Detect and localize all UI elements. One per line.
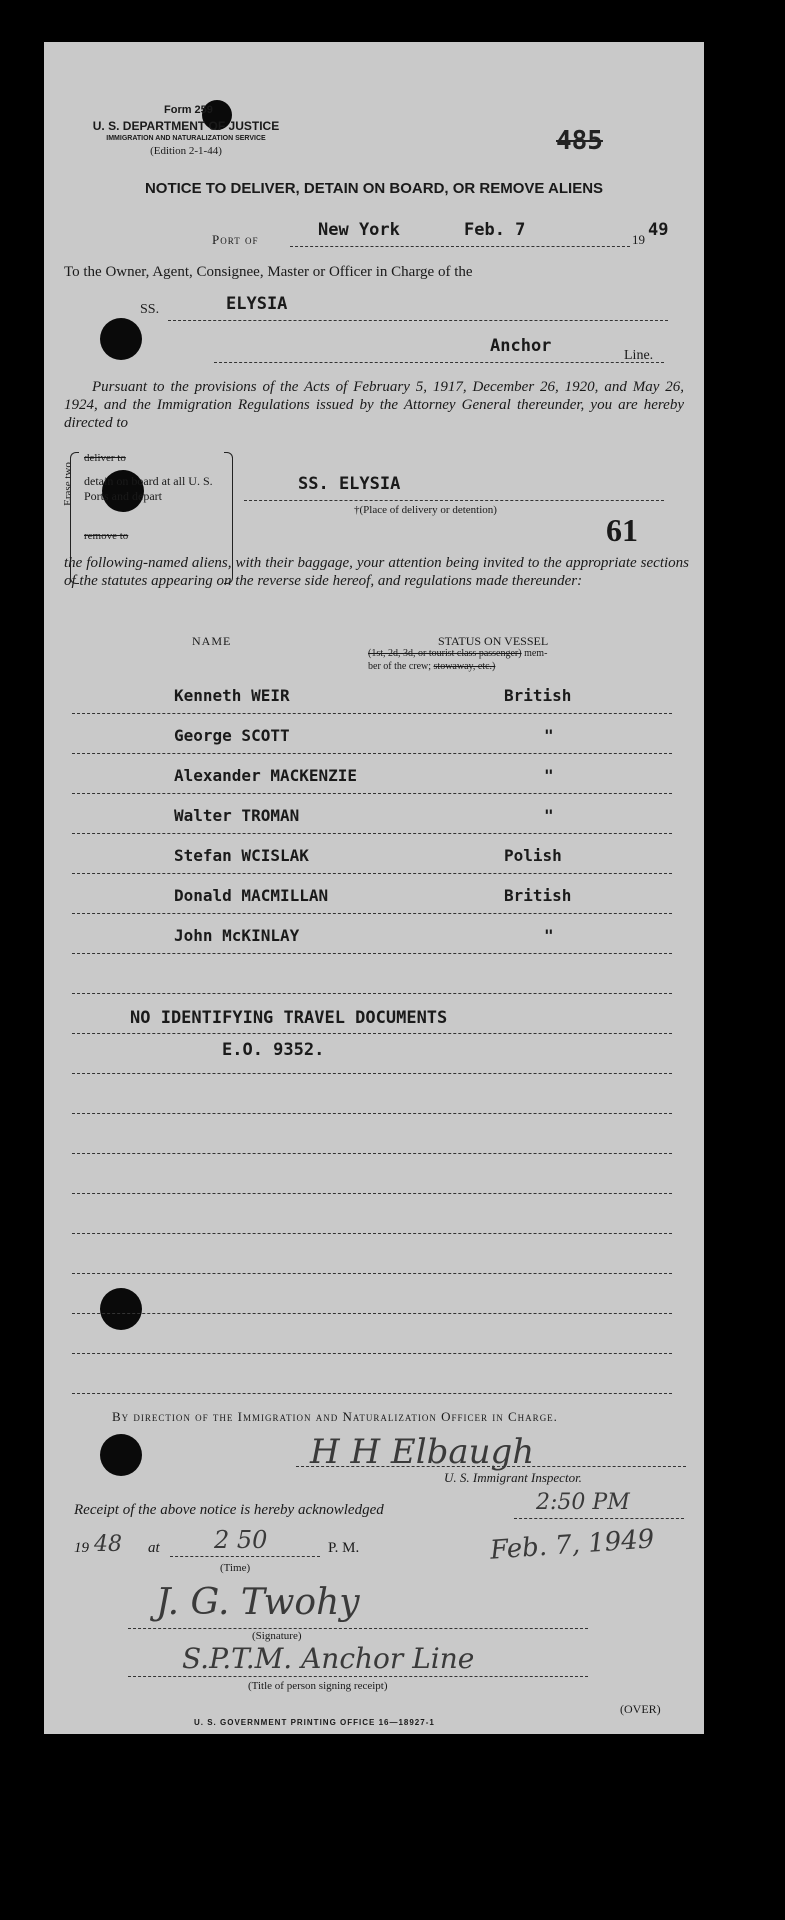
signature-caption: (Signature) (252, 1630, 302, 1642)
port-label: Port of (212, 232, 259, 247)
punch-hole (100, 318, 142, 360)
alien-name: Kenneth WEIR (174, 686, 290, 705)
status-header: STATUS ON VESSEL (438, 634, 549, 648)
alien-name: George SCOTT (174, 726, 290, 745)
alien-name: Stefan WCISLAK (174, 846, 309, 865)
receipt-hand-date: Feb. 7, 1949 (489, 1524, 656, 1566)
printer-line: U. S. GOVERNMENT PRINTING OFFICE 16—18927-1 (194, 1718, 435, 1727)
option-detain: detain on board at all U. S. Ports and depart (84, 474, 213, 503)
note-line-1: NO IDENTIFYING TRAVEL DOCUMENTS (130, 1008, 448, 1028)
name-header: NAME (192, 634, 232, 648)
line-value: Anchor (490, 336, 552, 356)
receipt-hand-time: 2:50 PM (536, 1490, 630, 1515)
over-label: (OVER) (620, 1702, 661, 1716)
ss-label: SS. (140, 302, 160, 317)
receipt-signature: J. G. Twohy (156, 1582, 360, 1623)
alien-status: " (544, 926, 554, 945)
edition: (Edition 2-1-44) (150, 145, 222, 157)
inspector-signature: H H Elbaugh (310, 1432, 535, 1472)
title-caption: (Title of person signing receipt) (248, 1680, 388, 1692)
alien-status: " (544, 766, 554, 785)
alien-status: " (544, 726, 554, 745)
direction-text: By direction of the Immigration and Naturalization Officer in Charge. (112, 1409, 558, 1424)
receipt-pm: P. M. (328, 1540, 360, 1556)
count-stamp: 61 (606, 512, 638, 548)
port-value: New York (318, 220, 400, 240)
receipt-time: 2 50 (214, 1526, 268, 1554)
form-title: NOTICE TO DELIVER, DETAIN ON BOARD, OR REMOVE ALIENS (144, 180, 604, 197)
place-caption: †(Place of delivery or detention) (354, 504, 497, 516)
receipt-at: at (148, 1540, 160, 1556)
receipt-year: 48 (94, 1532, 122, 1557)
time-caption: (Time) (220, 1562, 251, 1574)
receipt-text: Receipt of the above notice is hereby acknowledged (74, 1502, 384, 1518)
pursuant-paragraph: Pursuant to the provisions of the Acts of February 5, 1917, December 26, 1920, and May 26, 1924, and the Immigration Regulations issued by the Attorney General thereunder, you are hereby directed to (64, 379, 684, 431)
place-value: SS. ELYSIA (298, 474, 401, 494)
year-value: 49 (648, 220, 669, 240)
alien-status: Polish (504, 846, 562, 865)
punch-hole (100, 1434, 142, 1476)
status-sub-2: ber of the crew; stowaway, etc.) (368, 661, 496, 672)
alien-status: " (544, 806, 554, 825)
option-deliver: deliver to (84, 452, 126, 464)
form-number: Form 259 (164, 104, 213, 116)
receipt-title: S.P.T.M. Anchor Line (182, 1642, 475, 1675)
alien-status: British (504, 886, 572, 905)
struck-number: 485 (556, 126, 603, 156)
owner-line: To the Owner, Agent, Consignee, Master or Officer in Charge of the (64, 264, 473, 280)
alien-name: John McKINLAY (174, 926, 300, 945)
line-label: Line. (624, 348, 654, 363)
status-sub-1: (1st, 2d, 3d, or tourist class passenger) mem- (368, 648, 548, 659)
note-line-2: E.O. 9352. (222, 1040, 325, 1060)
option-remove: remove to (84, 530, 129, 542)
alien-name: Alexander MACKENZIE (174, 766, 358, 785)
receipt-year-prefix: 19 (74, 1540, 89, 1556)
alien-name: Walter TROMAN (174, 806, 300, 825)
service: IMMIGRATION AND NATURALIZATION SERVICE (106, 135, 266, 142)
alien-status: British (504, 686, 572, 705)
port-date: Feb. 7 (464, 220, 526, 240)
vessel-name: ELYSIA (226, 294, 288, 314)
inspector-title: U. S. Immigrant Inspector. (444, 1470, 582, 1485)
notice-form (44, 42, 704, 1734)
alien-name: Donald MACMILLAN (174, 886, 329, 905)
year-prefix: 19 (632, 232, 645, 247)
punch-hole (100, 1288, 142, 1330)
erase-two-label: Erase two (62, 462, 74, 506)
following-paragraph: the following-named aliens, with their baggage, your attention being invited to the appropriate sections of the statutes appearing on the reverse side hereof, and regulations made thereunder: (64, 555, 689, 589)
department: U. S. DEPARTMENT OF JUSTICE (92, 119, 280, 133)
